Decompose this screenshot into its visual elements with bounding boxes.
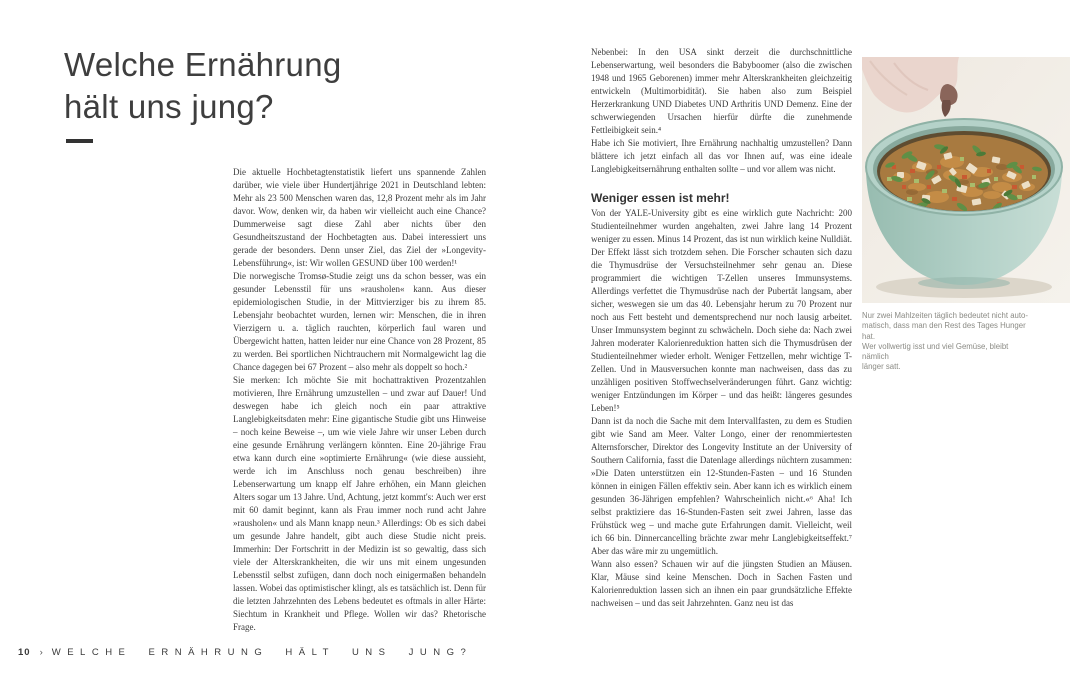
photo-caption-line: matisch, dass man den Rest des Tages Hunger hat.: [862, 321, 1026, 341]
footer-separator-icon: ›: [39, 647, 43, 658]
paragraph: Die aktuelle Hochbetagtenstatistik liefert uns spannende Zahlen darüber, wie viele über Hundertjährige 2021 in Deutschland lebten: Mehr als 23 500 Menschen waren das, 12,8 Prozent mehr als im Jahr davor. Wow, denken wir, da haben wir vielleicht auch eine Chance? Dummerweise sagt diese Zahl aber nichts über den Gesundheitszustand der Hochbetagten aus. Dabei interessiert uns gerade der besonders. Denn unser Ziel, das Ziel der »Longevity-Lebensführung«, ist: Wir wollen GESUND über 100 werden!¹: [233, 167, 486, 268]
left-text-column: [233, 166, 486, 634]
page-title-line2: hält uns jung?: [64, 88, 274, 125]
photo-lentil-soup-bowl: [862, 57, 1070, 303]
section-heading: Weniger essen ist mehr!: [591, 191, 730, 205]
right-text-column: [591, 46, 852, 610]
soup-bowl-illustration: [862, 57, 1070, 303]
paragraph: Dann ist da noch die Sache mit dem Intervallfasten, zu dem es Studien gibt wie Sand am Meer. Valter Longo, einer der renommiertesten Alternsforscher, Direktor des Longevity Institute an der University of Southern California, fasst die Datenlage allerdings nüchtern zusammen: »Die Daten unterstützen ein 12-Stunden-Fasten – und 16 Stunden können in einigen Fällen effektiv sein. Aber kann ich es wirklich einem gesunden 36-Jährigen empfehlen? Wahrscheinlich nicht.«⁶ Aha! Ich selbst praktiziere das 16-Stunden-Fasten seit zwei Jahren, lasse das Frühstück weg – und mache gute Erfahrungen damit. Vielleicht, weil ich 66 bin. Dinnercancelling brächte zwar mehr Langlebigkeitseffekt.⁷ Aber das wäre mir zu ungemütlich.: [591, 416, 852, 556]
page-number: 10: [18, 647, 31, 658]
running-head: WELCHE ERNÄHRUNG HÄLT UNS JUNG?: [51, 647, 473, 658]
paragraph: Habe ich Sie motiviert, Ihre Ernährung nachhaltig umzustellen? Dann blättere ich jetzt einfach all das vor Ihnen auf, was eine ideale Langlebigkeitsernährung enthalten sollte – und vor allem was nicht.: [591, 138, 852, 174]
paragraph: Von der YALE-University gibt es eine wirklich gute Nachricht: 200 Studienteilnehmer wurden angehalten, zwei Jahre lang 14 Prozent weniger zu essen. Minus 14 Prozent, das ist nun wirklich keine Nulldiät. Der Effekt lässt sich trotzdem sehen. Die Forscher schauten sich dazu die Thymusdrüse der Versuchsteilnehmer sehr genau an. Diese programmiert die wichtigen T-Zellen unseres Immunsystems. Allerdings verfettet die Thymusdrüse nach der Pubertät langsam, aber sicher, weswegen sie um das 40. Lebensjahr herum zu 70 Prozent nur noch aus Fett besteht und dementsprechend nur noch lausig arbeitet. Unser Immunsystem beginnt zu schwächeln. Doch siehe da: Nach zwei Jahren moderater Kalorienreduktion hatten sich die Thymusdrüsen der Studienteilnehmer wieder erholt. Weniger Fettzellen, mehr wichtige T-Zellen. Und in Mausversuchen konnte man nachweisen, dass das zu unzähligen positiven Stoffwechselveränderungen führt. Ganz wichtig: weniger Entzündungen im Körper – und das heißt: längeres gesundes Leben!⁵: [591, 208, 852, 413]
photo-caption-line: Wer vollwertig isst und viel Gemüse, bleibt nämlich: [862, 341, 1009, 362]
page-title-line1: Welche Ernährung: [64, 46, 342, 83]
photo-caption-line: länger satt.: [862, 362, 901, 372]
paragraph: Nebenbei: In den USA sinkt derzeit die durchschnittliche Lebenserwartung, weil besonders die Babyboomer (also die zwischen 1948 und 1965 Geborenen) immer mehr Alterskrankheiten gleichzeitig entwickeln (Multimorbidität). Sie haben also zum Beispiel Herzerkrankung UND Diabetes UND Arthritis UND Demenz. Eine der schwerwiegenden Ursachen hierfür dürfte die zunehmende Fettleibigkeit sein.⁴: [591, 47, 852, 135]
photo-caption: [862, 311, 1032, 373]
photo-caption-line: Nur zwei Mahlzeiten täglich bedeutet nicht auto-: [862, 311, 1028, 320]
title-rule: [66, 139, 93, 143]
page-footer: [18, 647, 472, 658]
paragraph: Sie merken: Ich möchte Sie mit hochattraktiven Prozentzahlen motivieren, Ihre Ernährung umzustellen – und zwar auf Dauer! Und deswegen habe ich gleich noch ein paar attraktive Langlebigkeitsdaten mehr: Eine gigantische Studie gibt uns Hinweise – noch keine Beweise –, um wie viele Jahre wir unser Leben durch eine gesunde Ernährung verlängern könnten. Eine 20-jährige Frau etwa kann durch eine »optimierte Ernährung« (wie diese aussieht, werde ich im Anschluss noch genau beschreiben) ihre Lebenserwartung um knapp elf Jahre erhöhen, ein Mann gleichen Alters sogar um 13 Jahre. Und, Achtung, jetzt kommt's: Auch wer erst mit 60 damit beginnt, kann als Frau immer noch rund acht Jahre »rausholen« und als Mann knapp neun.³ Allerdings: Ob es sich dabei um gesunde Jahre handelt, gibt auch diese Studie nicht preis. Immerhin: Der Fortschritt in der Medizin ist so gewaltig, dass sich viele der Alterskrankheiten, die wir uns mit einem ungesunden Lebensstil selbst zufügen, dann doch noch einigermaßen behandeln lassen. Wobei das optimistischer klingt, als es tatsächlich ist. Denn für die letzten Jahrzehnten des Lebens bedeutet es oftmals in aller Härte: Siechtum in Krankheit und Pflege. Wollen wir das? Rhetorische Frage.: [233, 375, 486, 632]
page-title: [64, 44, 342, 128]
paragraph: Wann also essen? Schauen wir auf die jüngsten Studien an Mäusen. Klar, Mäuse sind keine Menschen. Doch in Sachen Fasten und Kalorienreduktion lassen sich an ihnen ein paar grundsätzliche Effekte nachweisen – und das seit Jahrzehnten. Ganz neu ist das: [591, 559, 852, 608]
paragraph: Die norwegische Tromsø-Studie zeigt uns da schon besser, was ein gesunder Lebensstil für uns »rausholen« kann. Aus dieser epidemiologischen Studie, in der Mittvierziger bis zu ihrem 85. Lebensjahr beobachtet wurden, lernen wir: Menschen, die in ihren Vierzigern u. a. täglich rauchten, körperlich faul waren und Übergewicht hatten, hatten leider nur eine Chance von 28 Prozent, 85 zu werden. Bei sportlichen Nichtrauchern mit Normalgewicht lag die Chance dagegen bei 67 Prozent – also mehr als doppelt so hoch.²: [233, 271, 486, 372]
